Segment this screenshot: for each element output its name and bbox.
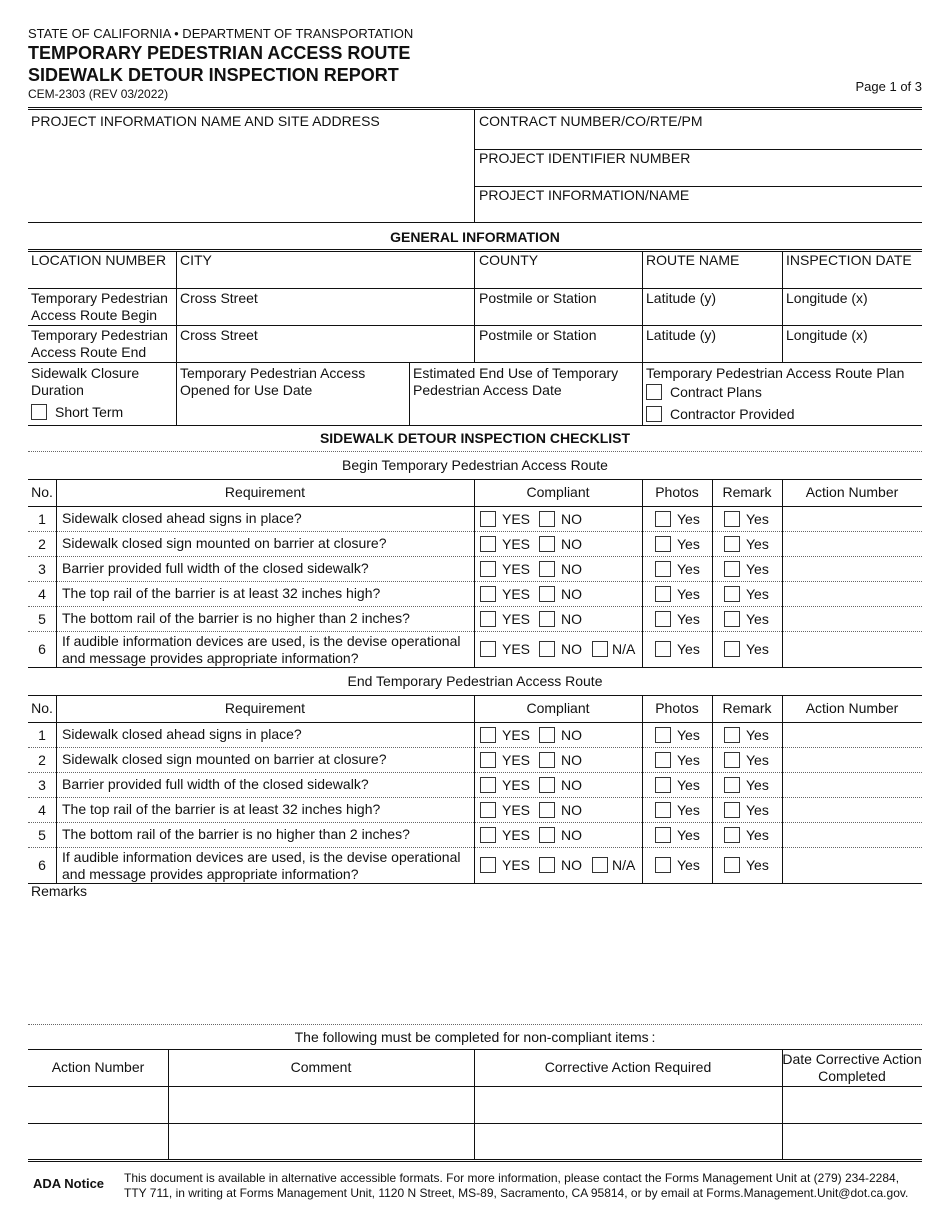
short-term-checkbox[interactable]	[31, 404, 47, 420]
checklist-heading: SIDEWALK DETOUR INSPECTION CHECKLIST	[319, 430, 631, 446]
remark-checkbox[interactable]	[724, 827, 740, 843]
end-col-photos-header: Photos	[655, 700, 699, 716]
yes-checkbox[interactable]	[480, 641, 496, 657]
end-remark-yes[interactable]	[724, 727, 769, 743]
photos-checkbox[interactable]	[655, 777, 671, 793]
begin-compliant-yes[interactable]	[480, 586, 530, 602]
na-checkbox[interactable]	[592, 641, 608, 657]
begin-photos-yes[interactable]	[655, 586, 700, 602]
end-requirement-text: The bottom rail of the barrier is no higher than 2 inches?	[62, 826, 410, 842]
begin-latitude-field[interactable]: Latitude (y)	[646, 290, 717, 306]
begin-postmile-field[interactable]: Postmile or Station	[479, 290, 597, 306]
nc-action-number-header: Action Number	[51, 1059, 145, 1075]
remark-checkbox[interactable]	[724, 857, 740, 873]
end-compliant-yes[interactable]	[480, 727, 530, 743]
remark-yes-label: Yes	[746, 826, 769, 843]
no-checkbox[interactable]	[539, 536, 555, 552]
no-checkbox[interactable]	[539, 641, 555, 657]
remark-yes-label: Yes	[746, 857, 769, 873]
yes-checkbox[interactable]	[480, 727, 496, 743]
begin-heading: Begin Temporary Pedestrian Access Route	[342, 457, 608, 473]
yes-label: YES	[502, 560, 531, 577]
contract-plans-option[interactable]	[646, 384, 762, 400]
begin-compliant-yes[interactable]	[480, 611, 530, 627]
remark-yes-label: Yes	[746, 585, 769, 602]
yes-checkbox[interactable]	[480, 561, 496, 577]
begin-compliant-yes[interactable]	[480, 561, 530, 577]
project-name-address-field[interactable]: PROJECT INFORMATION NAME AND SITE ADDRESS	[31, 113, 380, 129]
begin-compliant-no[interactable]	[539, 586, 582, 602]
end-requirement-text: The top rail of the barrier is at least 32 inches high?	[62, 801, 381, 817]
end-photos-yes[interactable]	[655, 827, 700, 843]
location-number-field[interactable]: LOCATION NUMBER	[31, 252, 167, 268]
divider	[28, 362, 922, 363]
photos-checkbox[interactable]	[655, 727, 671, 743]
no-label: NO	[561, 857, 582, 873]
yes-checkbox[interactable]	[480, 536, 496, 552]
end-row-number: 4	[38, 801, 46, 818]
remark-checkbox[interactable]	[724, 802, 740, 818]
begin-cross-street-field[interactable]: Cross Street	[180, 290, 258, 306]
end-compliant-no[interactable]	[539, 727, 582, 743]
divider	[712, 479, 713, 667]
yes-label: YES	[502, 610, 531, 627]
remarks-label: Remarks	[31, 883, 88, 899]
divider	[28, 556, 922, 557]
remark-yes-label: Yes	[746, 560, 769, 577]
contractor-provided-option[interactable]	[646, 406, 795, 422]
begin-photos-yes[interactable]	[655, 641, 700, 657]
yes-label: YES	[502, 751, 531, 768]
yes-checkbox[interactable]	[480, 802, 496, 818]
begin-compliant-no[interactable]	[539, 561, 582, 577]
photos-yes-label: Yes	[677, 726, 700, 743]
begin-requirement-text: Sidewalk closed ahead signs in place?	[62, 510, 302, 526]
end-remark-yes[interactable]	[724, 777, 769, 793]
yes-checkbox[interactable]	[480, 827, 496, 843]
end-compliant-na[interactable]	[592, 857, 635, 873]
divider	[474, 695, 475, 883]
end-compliant-yes[interactable]	[480, 777, 530, 793]
end-compliant-no[interactable]	[539, 752, 582, 768]
form-number: CEM-2303 (REV 03/2022)	[28, 87, 169, 101]
contractor-provided-checkbox[interactable]	[646, 406, 662, 422]
end-requirement-text: If audible information devices are used, is the devise operational and message provides appropriate information?	[62, 849, 461, 882]
begin-remark-yes[interactable]	[724, 611, 769, 627]
photos-checkbox[interactable]	[655, 586, 671, 602]
divider	[28, 1159, 922, 1162]
end-row-number: 1	[38, 726, 46, 743]
divider	[782, 251, 783, 362]
photos-yes-label: Yes	[677, 751, 700, 768]
divider	[28, 1024, 922, 1025]
end-col-requirement-header: Requirement	[224, 700, 306, 716]
end-compliant-yes[interactable]	[480, 752, 530, 768]
begin-row-number: 2	[38, 535, 46, 552]
photos-checkbox[interactable]	[655, 752, 671, 768]
inspection-date-field[interactable]: INSPECTION DATE	[786, 252, 912, 268]
end-row-number: 3	[38, 776, 46, 793]
no-checkbox[interactable]	[539, 586, 555, 602]
photos-checkbox[interactable]	[655, 857, 671, 873]
divider	[782, 479, 783, 667]
divider	[28, 631, 922, 632]
end-compliant-no[interactable]	[539, 802, 582, 818]
end-col-compliant-header: Compliant	[526, 700, 590, 716]
remark-yes-label: Yes	[746, 801, 769, 818]
begin-photos-yes[interactable]	[655, 536, 700, 552]
divider	[168, 1050, 169, 1160]
contractor-provided-label: Contractor Provided	[670, 406, 795, 422]
end-remark-yes[interactable]	[724, 827, 769, 843]
divider	[474, 479, 475, 667]
end-remark-yes[interactable]	[724, 802, 769, 818]
begin-remark-yes[interactable]	[724, 586, 769, 602]
remark-checkbox[interactable]	[724, 511, 740, 527]
photos-checkbox[interactable]	[655, 536, 671, 552]
photos-checkbox[interactable]	[655, 511, 671, 527]
begin-row-number: 1	[38, 510, 46, 527]
no-label: NO	[561, 726, 582, 743]
divider	[28, 797, 922, 798]
end-photos-yes[interactable]	[655, 777, 700, 793]
noncompliant-heading: The following must be completed for non-compliant items :	[294, 1029, 656, 1045]
begin-compliant-yes[interactable]	[480, 511, 530, 527]
divider	[642, 479, 643, 667]
divider	[28, 479, 922, 480]
no-checkbox[interactable]	[539, 752, 555, 768]
begin-row-number: 3	[38, 560, 46, 577]
begin-remark-yes[interactable]	[724, 536, 769, 552]
end-remark-yes[interactable]	[724, 752, 769, 768]
begin-row-number: 6	[38, 641, 46, 657]
begin-compliant-yes[interactable]	[480, 536, 530, 552]
divider	[712, 695, 713, 883]
divider	[28, 581, 922, 582]
divider	[56, 479, 57, 667]
end-compliant-no[interactable]	[539, 777, 582, 793]
divider	[28, 667, 922, 668]
agency-name: STATE OF CALIFORNIA • DEPARTMENT OF TRANSPORTATION	[28, 26, 414, 41]
end-row-number: 6	[38, 857, 46, 873]
no-label: NO	[561, 826, 582, 843]
remark-checkbox[interactable]	[724, 586, 740, 602]
yes-label: YES	[502, 801, 531, 818]
photos-yes-label: Yes	[677, 560, 700, 577]
yes-checkbox[interactable]	[480, 857, 496, 873]
begin-requirement-text: Barrier provided full width of the closed sidewalk?	[62, 560, 369, 576]
no-checkbox[interactable]	[539, 802, 555, 818]
photos-yes-label: Yes	[677, 510, 700, 527]
divider	[28, 883, 922, 884]
begin-col-requirement-header: Requirement	[224, 484, 306, 500]
remark-checkbox[interactable]	[724, 611, 740, 627]
end-row-number: 2	[38, 751, 46, 768]
end-longitude-field[interactable]: Longitude (x)	[786, 327, 868, 343]
photos-yes-label: Yes	[677, 641, 700, 657]
divider	[28, 695, 922, 696]
remark-yes-label: Yes	[746, 776, 769, 793]
no-checkbox[interactable]	[539, 727, 555, 743]
divider	[28, 425, 922, 426]
begin-requirement-text: Sidewalk closed sign mounted on barrier at closure?	[62, 535, 387, 551]
end-compliant-no[interactable]	[539, 857, 582, 873]
begin-longitude-field[interactable]: Longitude (x)	[786, 290, 868, 306]
route-begin-label: Temporary Pedestrian Access Route Begin	[31, 290, 168, 323]
divider	[474, 1050, 475, 1160]
photos-checkbox[interactable]	[655, 561, 671, 577]
remark-yes-label: Yes	[746, 610, 769, 627]
remark-yes-label: Yes	[746, 751, 769, 768]
yes-label: YES	[502, 826, 531, 843]
begin-compliant-no[interactable]	[539, 641, 582, 657]
yes-checkbox[interactable]	[480, 752, 496, 768]
form-title-line1: TEMPORARY PEDESTRIAN ACCESS ROUTE	[28, 43, 411, 63]
yes-checkbox[interactable]	[480, 611, 496, 627]
end-photos-yes[interactable]	[655, 727, 700, 743]
divider	[782, 1050, 783, 1160]
no-label: NO	[561, 510, 582, 527]
begin-remark-yes[interactable]	[724, 561, 769, 577]
city-field[interactable]: CITY	[180, 252, 212, 268]
end-photos-yes[interactable]	[655, 752, 700, 768]
yes-label: YES	[502, 776, 531, 793]
divider	[642, 251, 643, 425]
na-label: N/A	[612, 641, 636, 657]
remark-checkbox[interactable]	[724, 752, 740, 768]
photos-yes-label: Yes	[677, 801, 700, 818]
remark-yes-label: Yes	[746, 726, 769, 743]
remark-checkbox[interactable]	[724, 561, 740, 577]
end-col-no-header: No.	[31, 700, 53, 716]
divider	[28, 1086, 922, 1087]
yes-checkbox[interactable]	[480, 777, 496, 793]
divider	[28, 107, 922, 110]
end-heading: End Temporary Pedestrian Access Route	[347, 673, 603, 689]
no-label: NO	[561, 585, 582, 602]
divider	[28, 747, 922, 748]
divider	[28, 288, 922, 289]
end-compliant-yes[interactable]	[480, 802, 530, 818]
begin-col-compliant-header: Compliant	[526, 484, 590, 500]
divider	[474, 110, 475, 222]
no-label: NO	[561, 560, 582, 577]
ada-notice-text: This document is available in alternative accessible formats. For more information, please contact the Forms Management Unit at (279) 234-2284, TTY 711, in writing at Forms Management Unit, 1120 N Street, MS-89, Sacramento, CA 95814, or by email at Forms.Management.Unit@dot.ca.gov.	[124, 1171, 909, 1200]
begin-requirement-text: The bottom rail of the barrier is no higher than 2 inches?	[62, 610, 410, 626]
end-remark-yes[interactable]	[724, 857, 769, 873]
no-label: NO	[561, 610, 582, 627]
nc-date-completed-header: Date Corrective Action Completed	[782, 1051, 922, 1084]
begin-col-action-header: Action Number	[805, 484, 899, 500]
end-compliant-yes[interactable]	[480, 827, 530, 843]
closure-duration-label: Sidewalk Closure Duration	[31, 365, 140, 398]
divider	[782, 695, 783, 883]
yes-label: YES	[502, 641, 531, 657]
end-compliant-yes[interactable]	[480, 857, 530, 873]
contract-plans-label: Contract Plans	[670, 384, 762, 400]
remark-yes-label: Yes	[746, 535, 769, 552]
route-plan-label: Temporary Pedestrian Access Route Plan	[646, 365, 905, 381]
photos-checkbox[interactable]	[655, 802, 671, 818]
no-checkbox[interactable]	[539, 777, 555, 793]
end-col-remark-header: Remark	[722, 700, 772, 716]
nc-comment-header: Comment	[290, 1059, 352, 1075]
form-title-line2: SIDEWALK DETOUR INSPECTION REPORT	[28, 65, 399, 85]
form-title	[28, 42, 410, 86]
photos-checkbox[interactable]	[655, 641, 671, 657]
no-checkbox[interactable]	[539, 561, 555, 577]
begin-compliant-na[interactable]	[592, 641, 635, 657]
project-identifier-field[interactable]: PROJECT IDENTIFIER NUMBER	[479, 150, 691, 166]
remark-yes-label: Yes	[746, 641, 769, 657]
yes-checkbox[interactable]	[480, 511, 496, 527]
yes-label: YES	[502, 857, 531, 873]
divider	[28, 222, 922, 223]
end-requirement-text: Sidewalk closed sign mounted on barrier at closure?	[62, 751, 387, 767]
divider	[28, 722, 922, 723]
contract-number-field[interactable]: CONTRACT NUMBER/CO/RTE/PM	[479, 113, 703, 129]
end-col-action-header: Action Number	[805, 700, 899, 716]
begin-col-photos-header: Photos	[655, 484, 699, 500]
end-requirement-text: Sidewalk closed ahead signs in place?	[62, 726, 302, 742]
estimated-end-date-field[interactable]: Estimated End Use of Temporary Pedestrian Access Date	[413, 365, 619, 398]
short-term-option[interactable]	[31, 404, 123, 420]
divider	[28, 531, 922, 532]
begin-row-number: 5	[38, 610, 46, 627]
begin-requirement-text: The top rail of the barrier is at least 32 inches high?	[62, 585, 381, 601]
county-field[interactable]: COUNTY	[479, 252, 539, 268]
divider	[28, 325, 922, 326]
divider	[28, 1049, 922, 1050]
remark-checkbox[interactable]	[724, 777, 740, 793]
photos-yes-label: Yes	[677, 610, 700, 627]
remark-checkbox[interactable]	[724, 727, 740, 743]
end-latitude-field[interactable]: Latitude (y)	[646, 327, 717, 343]
general-info-heading: GENERAL INFORMATION	[390, 229, 560, 245]
page-number: Page 1 of 3	[855, 79, 922, 94]
nc-corrective-header: Corrective Action Required	[544, 1059, 712, 1075]
begin-compliant-no[interactable]	[539, 536, 582, 552]
no-checkbox[interactable]	[539, 857, 555, 873]
yes-label: YES	[502, 585, 531, 602]
divider	[28, 1123, 922, 1124]
divider	[28, 822, 922, 823]
photos-yes-label: Yes	[677, 776, 700, 793]
end-compliant-no[interactable]	[539, 827, 582, 843]
short-term-label: Short Term	[55, 404, 124, 420]
route-name-field[interactable]: ROUTE NAME	[646, 252, 740, 268]
photos-yes-label: Yes	[677, 826, 700, 843]
end-photos-yes[interactable]	[655, 857, 700, 873]
begin-col-no-header: No.	[31, 484, 53, 500]
divider	[409, 362, 410, 425]
photos-yes-label: Yes	[677, 857, 700, 873]
no-checkbox[interactable]	[539, 511, 555, 527]
begin-requirement-text: If audible information devices are used, is the devise operational and message provides appropriate information?	[62, 633, 461, 666]
divider	[28, 506, 922, 507]
yes-label: YES	[502, 535, 531, 552]
divider	[28, 847, 922, 848]
no-label: NO	[561, 801, 582, 818]
photos-yes-label: Yes	[677, 585, 700, 602]
remark-yes-label: Yes	[746, 510, 769, 527]
begin-row-number: 4	[38, 585, 46, 602]
yes-label: YES	[502, 510, 531, 527]
ada-notice-label: ADA Notice	[33, 1176, 105, 1191]
begin-compliant-no[interactable]	[539, 511, 582, 527]
end-row-number: 5	[38, 826, 46, 843]
contract-plans-checkbox[interactable]	[646, 384, 662, 400]
end-cross-street-field[interactable]: Cross Street	[180, 327, 258, 343]
remark-checkbox[interactable]	[724, 641, 740, 657]
opened-date-field[interactable]: Temporary Pedestrian Access Opened for Use Date	[180, 365, 366, 398]
photos-checkbox[interactable]	[655, 611, 671, 627]
end-photos-yes[interactable]	[655, 802, 700, 818]
divider	[474, 251, 475, 362]
no-checkbox[interactable]	[539, 611, 555, 627]
begin-photos-yes[interactable]	[655, 561, 700, 577]
no-label: NO	[561, 641, 582, 657]
begin-compliant-no[interactable]	[539, 611, 582, 627]
no-label: NO	[561, 776, 582, 793]
route-end-label: Temporary Pedestrian Access Route End	[31, 327, 168, 360]
no-label: NO	[561, 535, 582, 552]
divider	[56, 695, 57, 883]
photos-checkbox[interactable]	[655, 827, 671, 843]
na-label: N/A	[612, 857, 636, 873]
no-checkbox[interactable]	[539, 827, 555, 843]
remark-checkbox[interactable]	[724, 536, 740, 552]
divider	[642, 695, 643, 883]
photos-yes-label: Yes	[677, 535, 700, 552]
end-requirement-text: Barrier provided full width of the closed sidewalk?	[62, 776, 369, 792]
begin-col-remark-header: Remark	[722, 484, 772, 500]
divider	[28, 606, 922, 607]
project-info-name-field[interactable]: PROJECT INFORMATION/NAME	[479, 187, 690, 203]
divider	[28, 772, 922, 773]
begin-remark-yes[interactable]	[724, 511, 769, 527]
begin-remark-yes[interactable]	[724, 641, 769, 657]
yes-checkbox[interactable]	[480, 586, 496, 602]
begin-compliant-yes[interactable]	[480, 641, 530, 657]
divider	[28, 451, 922, 452]
na-checkbox[interactable]	[592, 857, 608, 873]
end-postmile-field[interactable]: Postmile or Station	[479, 327, 597, 343]
yes-label: YES	[502, 726, 531, 743]
begin-photos-yes[interactable]	[655, 511, 700, 527]
no-label: NO	[561, 751, 582, 768]
divider	[176, 251, 177, 425]
begin-photos-yes[interactable]	[655, 611, 700, 627]
